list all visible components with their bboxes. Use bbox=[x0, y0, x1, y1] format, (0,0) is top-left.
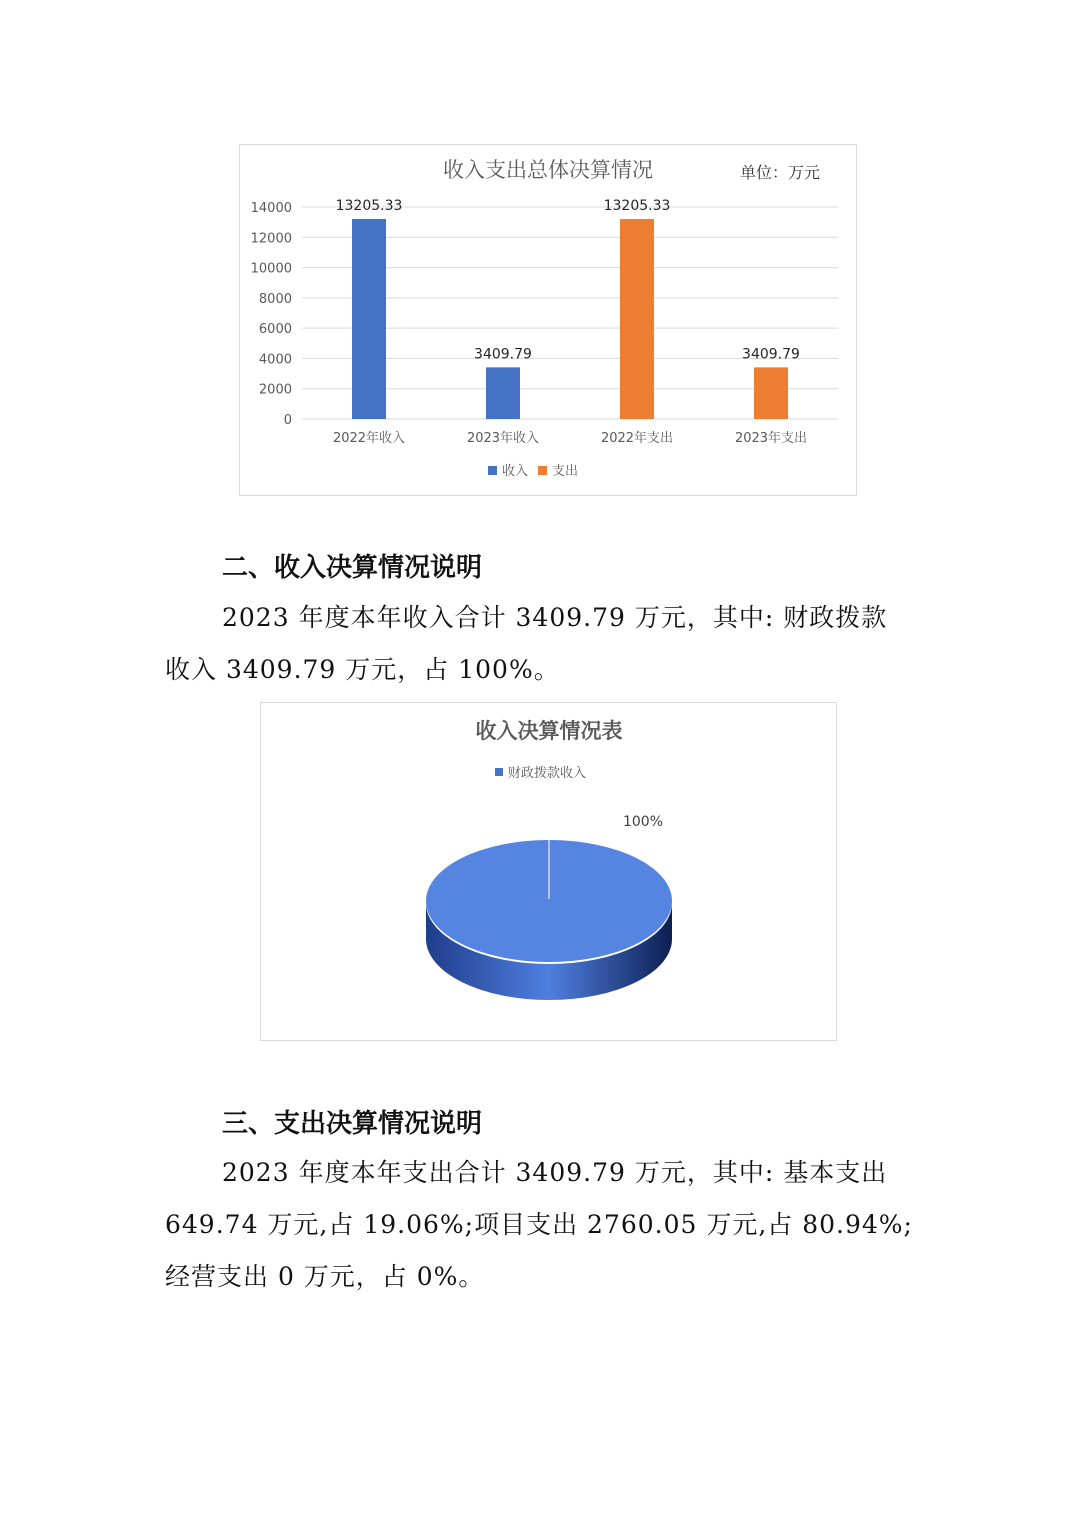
y-tick-label: 6000 bbox=[258, 322, 292, 338]
bar-chart-y-axis bbox=[251, 201, 292, 428]
y-tick-label: 4000 bbox=[258, 352, 292, 368]
bar-chart-x-axis bbox=[333, 430, 807, 446]
y-tick-label: 14000 bbox=[250, 201, 292, 216]
pie-chart-legend bbox=[495, 765, 586, 781]
y-tick-label: 8000 bbox=[258, 291, 292, 307]
income-paragraph bbox=[165, 592, 915, 696]
income-paragraph-line-1: 2023 年度本年收入合计 3409.79 万元，其中: 财政拨款 bbox=[222, 603, 888, 632]
x-tick-label: 2022年支出 bbox=[600, 431, 674, 446]
bar-chart-unit-note: 单位：万元 bbox=[739, 163, 820, 182]
bar-expense bbox=[620, 219, 654, 419]
bar-chart-svg bbox=[240, 145, 858, 497]
income-paragraph-line-2: 收入 3409.79 万元，占 100%。 bbox=[165, 655, 560, 684]
bar-expense bbox=[754, 367, 788, 419]
legend-swatch-income bbox=[488, 466, 497, 475]
income-pie-chart bbox=[260, 702, 837, 1041]
expense-paragraph-line-2: 649.74 万元,占 19.06%;项目支出 2760.05 万元,占 80.94%; bbox=[165, 1210, 913, 1239]
bar-data-label: 13205.33 bbox=[335, 198, 403, 215]
x-tick-label: 2023年支出 bbox=[734, 431, 808, 446]
pie-data-label: 100% bbox=[622, 814, 664, 830]
bar-chart-bars bbox=[336, 198, 800, 419]
y-tick-label: 2000 bbox=[258, 382, 292, 398]
bar-data-label: 3409.79 bbox=[474, 346, 532, 363]
bar-data-label: 13205.33 bbox=[603, 198, 671, 215]
y-tick-label: 12000 bbox=[250, 231, 292, 247]
income-expense-bar-chart bbox=[239, 144, 857, 496]
legend-label-expense: 支出 bbox=[552, 464, 579, 479]
bar-data-label: 3409.79 bbox=[742, 346, 800, 363]
y-tick-label: 10000 bbox=[250, 261, 292, 277]
x-tick-label: 2023年收入 bbox=[466, 431, 540, 446]
expense-paragraph-line-3: 经营支出 0 万元，占 0%。 bbox=[165, 1262, 485, 1291]
bar-chart-legend bbox=[488, 463, 578, 479]
section-heading-expense: 三、支出决算情况说明 bbox=[222, 1109, 483, 1139]
pie-slice-fiscal bbox=[426, 840, 672, 1000]
legend-label-fiscal: 财政拨款收入 bbox=[508, 766, 587, 781]
section-heading-income: 二、收入决算情况说明 bbox=[222, 553, 483, 583]
legend-swatch-fiscal bbox=[495, 768, 503, 776]
bar-income bbox=[352, 219, 386, 419]
bar-income bbox=[486, 367, 520, 419]
pie-chart-title: 收入决算情况表 bbox=[475, 719, 623, 743]
legend-label-income: 收入 bbox=[502, 464, 529, 479]
pie-chart-svg bbox=[261, 703, 838, 1042]
expense-paragraph-line-1: 2023 年度本年支出合计 3409.79 万元，其中: 基本支出 bbox=[222, 1158, 888, 1187]
y-tick-label: 0 bbox=[283, 413, 292, 428]
expense-paragraph bbox=[165, 1147, 915, 1303]
legend-swatch-expense bbox=[538, 466, 547, 475]
bar-chart-title: 收入支出总体决算情况 bbox=[443, 158, 653, 182]
x-tick-label: 2022年收入 bbox=[332, 431, 406, 446]
